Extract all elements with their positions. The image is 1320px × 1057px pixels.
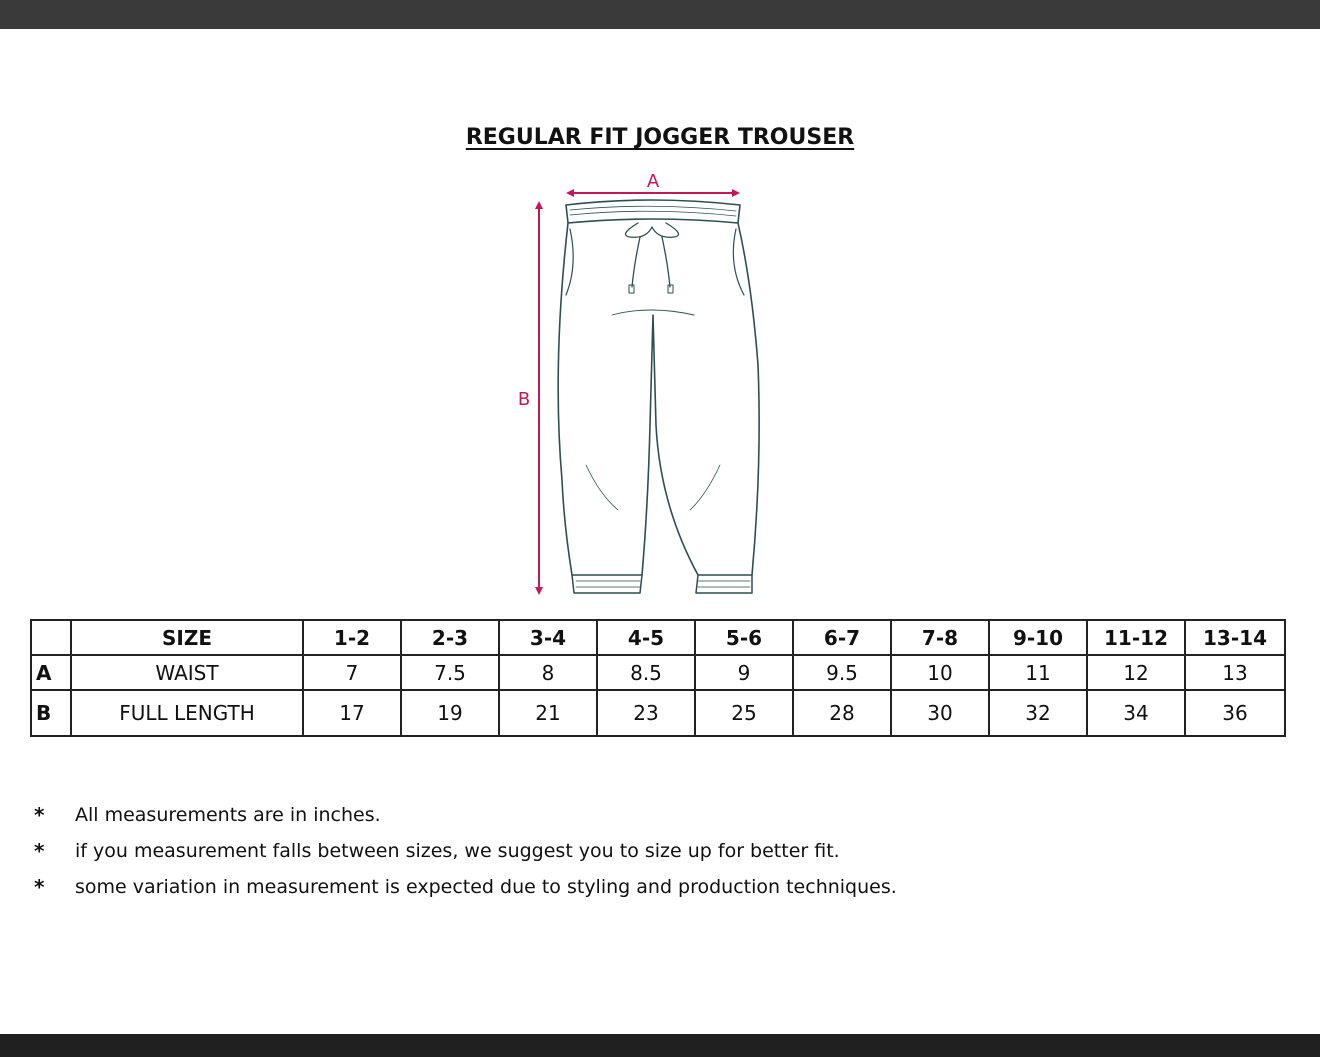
dimension-b-label: B [517,389,531,410]
table-row-full-length [31,690,1285,736]
dimension-a-arrowhead-right [732,189,740,197]
notes-list [34,800,1034,908]
bullet-icon: * [34,803,45,827]
length-value-cell: 17 [303,690,401,736]
header-size-cell: 6-7 [793,620,891,655]
jogger-diagram [500,165,780,605]
dimension-a-arrowhead-left [566,189,574,197]
header-size-cell: 7-8 [891,620,989,655]
header-size-cell: 13-14 [1185,620,1285,655]
waist-value-cell: 8 [499,655,597,690]
table-header-row [31,620,1285,655]
note-item [34,872,1034,908]
row-key-b: B [31,690,71,736]
waist-value-cell: 13 [1185,655,1285,690]
row-key-a: A [31,655,71,690]
header-size-cell: 3-4 [499,620,597,655]
dimension-a-label: A [646,171,660,192]
page-title: REGULAR FIT JOGGER TROUSER [465,125,855,150]
note-item [34,836,1034,872]
waist-value-cell: 9 [695,655,793,690]
header-size-cell: 2-3 [401,620,499,655]
note-text: All measurements are in inches. [75,804,381,826]
waist-value-cell: 11 [989,655,1087,690]
top-bar [0,0,1320,29]
bottom-bar [0,1034,1320,1057]
length-value-cell: 19 [401,690,499,736]
length-value-cell: 34 [1087,690,1185,736]
row-label-waist: WAIST [71,655,303,690]
note-item [34,800,1034,836]
waist-value-cell: 9.5 [793,655,891,690]
size-chart-table [30,619,1286,737]
waist-value-cell: 8.5 [597,655,695,690]
waist-value-cell: 10 [891,655,989,690]
note-text: some variation in measurement is expected due to styling and production techniques. [75,876,897,898]
waist-value-cell: 12 [1087,655,1185,690]
waist-value-cell: 7.5 [401,655,499,690]
length-value-cell: 30 [891,690,989,736]
length-value-cell: 23 [597,690,695,736]
note-text: if you measurement falls between sizes, we suggest you to size up for better fit. [75,840,840,862]
table-row-waist [31,655,1285,690]
dimension-b-arrowhead-bottom [535,587,543,595]
header-size-label: SIZE [71,620,303,655]
header-size-cell: 5-6 [695,620,793,655]
header-size-cell: 4-5 [597,620,695,655]
row-label-full-length: FULL LENGTH [71,690,303,736]
pants-outline [558,200,759,593]
dimension-b-arrowhead-top [535,201,543,209]
length-value-cell: 25 [695,690,793,736]
bullet-icon: * [34,839,45,863]
header-key-cell [31,620,71,655]
header-size-cell: 11-12 [1087,620,1185,655]
bullet-icon: * [34,875,45,899]
waist-value-cell: 7 [303,655,401,690]
length-value-cell: 32 [989,690,1087,736]
length-value-cell: 21 [499,690,597,736]
header-size-cell: 9-10 [989,620,1087,655]
header-size-cell: 1-2 [303,620,401,655]
length-value-cell: 36 [1185,690,1285,736]
length-value-cell: 28 [793,690,891,736]
